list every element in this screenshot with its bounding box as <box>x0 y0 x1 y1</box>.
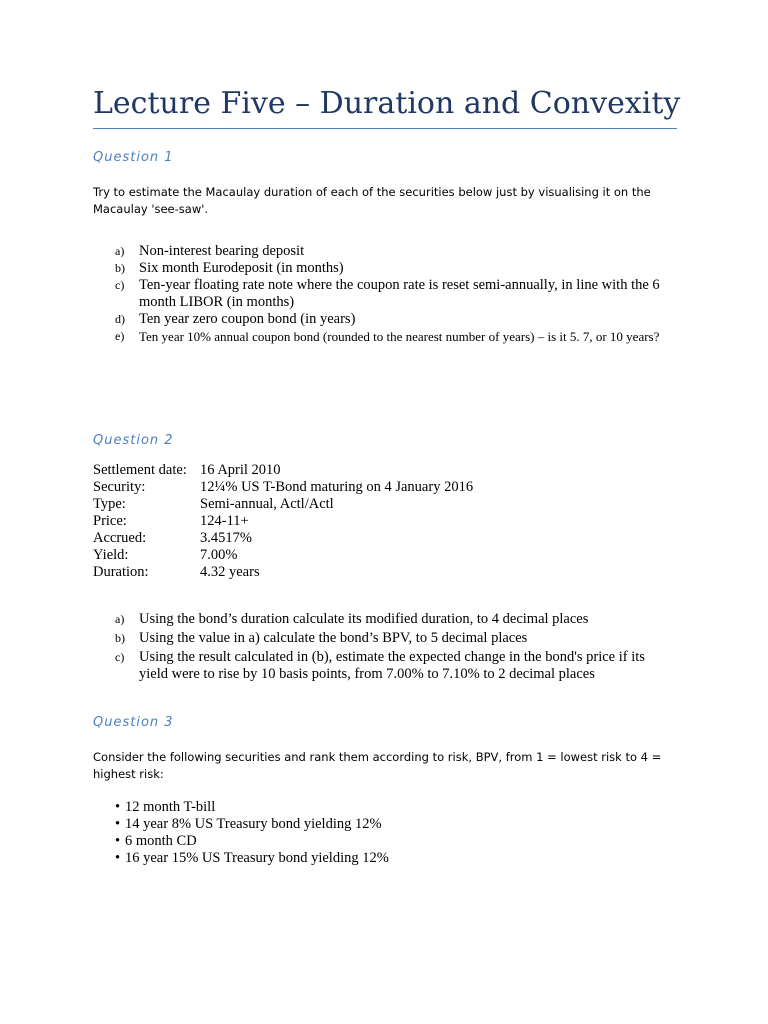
title-underline <box>93 128 677 129</box>
list-item: • 16 year 15% US Treasury bond yielding 12% <box>115 850 389 866</box>
question-2-heading: Question 2 <box>93 433 174 448</box>
question-1-intro: Try to estimate the Macaulay duration of each of the securities below just by visualising it on the Macaulay 'see-saw'. <box>93 185 651 216</box>
table-row: Accrued: 3.4517% <box>93 530 252 546</box>
list-item: b) Using the value in a) calculate the bond’s BPV, to 5 decimal places <box>115 630 528 646</box>
question-3-heading: Question 3 <box>93 715 174 730</box>
page-title: Lecture Five – Duration and Convexity <box>93 86 681 121</box>
table-row: Settlement date: 16 April 2010 <box>93 462 281 478</box>
list-item: a) Using the bond’s duration calculate its modified duration, to 4 decimal places <box>115 611 589 627</box>
list-item: d) Ten year zero coupon bond (in years) <box>115 311 356 327</box>
table-row: Price: 124-11+ <box>93 513 249 529</box>
list-item: • 12 month T-bill <box>115 799 216 815</box>
list-item: c) Ten-year floating rate note where the coupon rate is reset semi-annually, in line with the 6 month LIBOR (in months) <box>115 277 660 310</box>
bullet-icon: • <box>115 833 121 849</box>
bullet-icon: • <box>115 816 121 832</box>
question-3-intro: Consider the following securities and rank them according to risk, BPV, from 1 = lowest risk to 4 = highest risk: <box>93 750 662 781</box>
bond-info-table <box>93 462 473 581</box>
table-row: Security: 12¼% US T-Bond maturing on 4 January 2016 <box>93 479 474 495</box>
list-item: b) Six month Eurodeposit (in months) <box>115 260 344 276</box>
list-item: c) Using the result calculated in (b), estimate the expected change in the bond's price if its yield were to rise by 10 basis points, from 7.00% to 7.10% to 2 decimal places <box>115 649 645 682</box>
bullet-icon: • <box>115 850 121 866</box>
list-item: e) Ten year 10% annual coupon bond (rounded to the nearest number of years) – is it 5. 7, or 10 years? <box>115 329 660 344</box>
table-row: Yield: 7.00% <box>93 547 238 563</box>
list-item: a) Non-interest bearing deposit <box>115 243 305 259</box>
question-3-bullet-list <box>115 799 389 867</box>
table-row: Duration: 4.32 years <box>93 564 260 580</box>
table-row: Type: Semi-annual, Actl/Actl <box>93 496 334 512</box>
bullet-icon: • <box>115 799 121 815</box>
question-1-heading: Question 1 <box>93 150 174 165</box>
question-2-list <box>110 611 670 685</box>
list-item: • 14 year 8% US Treasury bond yielding 12% <box>115 816 382 832</box>
list-item: • 6 month CD <box>115 833 197 849</box>
question-1-list <box>110 243 670 345</box>
